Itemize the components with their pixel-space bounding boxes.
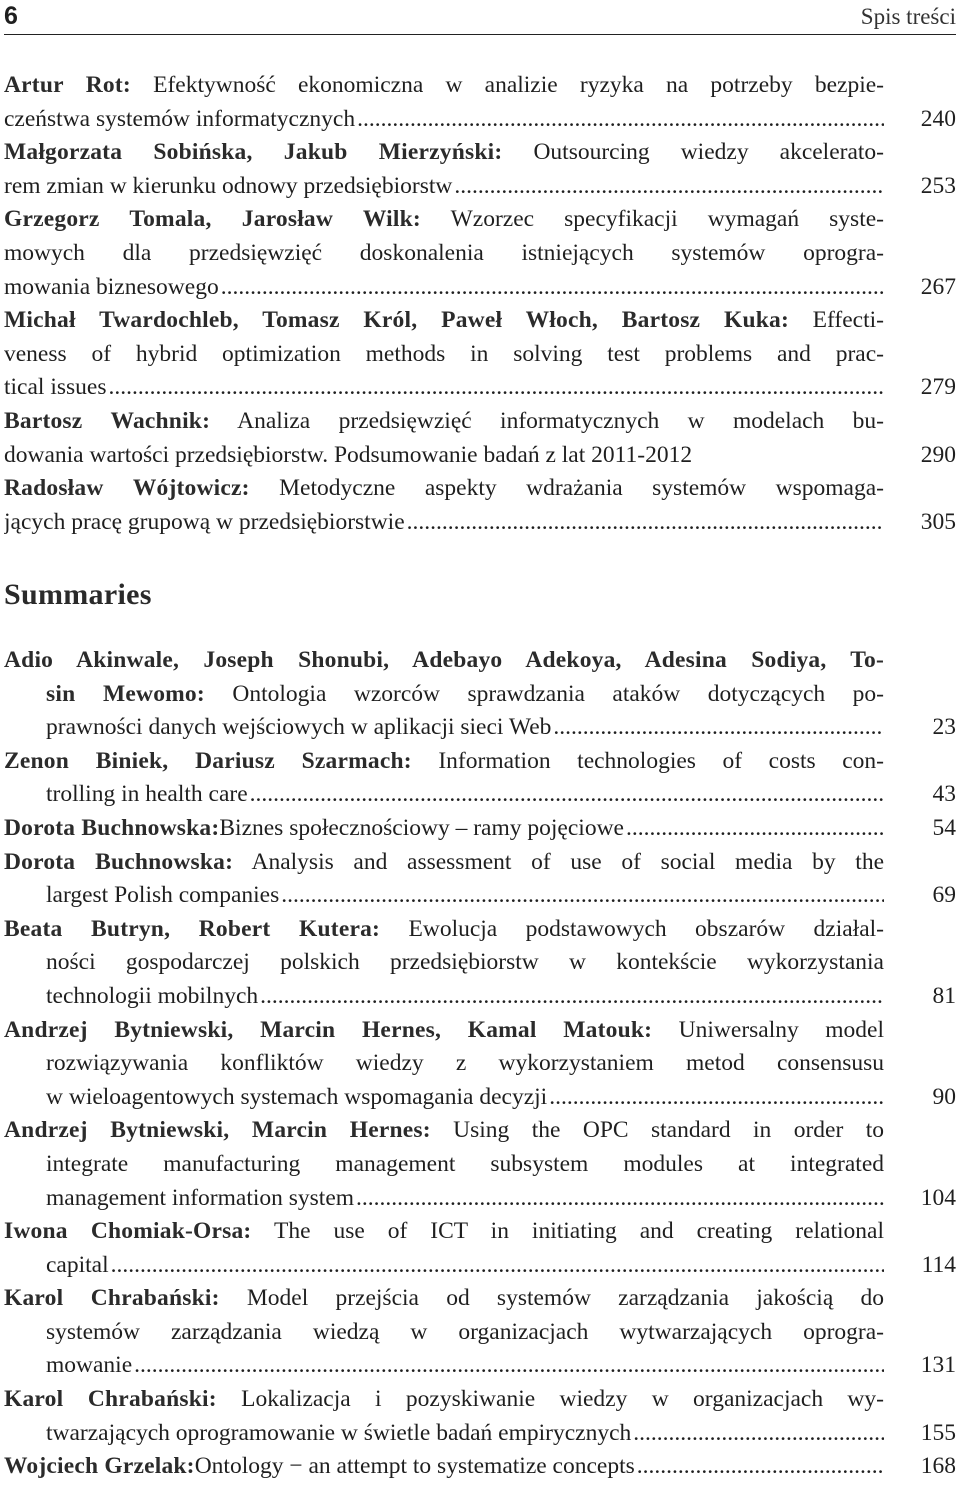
toc-entry-line [4,1114,884,1148]
toc-leader-dots [626,812,884,846]
toc-entry-line [4,405,884,439]
toc-entry-authors: Karol Chrabański: [4,1386,217,1413]
toc-entry-title: w wieloagentowych systemach wspomagania decyzji [46,1083,548,1110]
toc-entry-text [4,644,884,745]
toc-entry-title: technologii mobilnych [46,982,259,1009]
toc-entry-page: 267 [920,273,956,300]
toc-entry-line [4,778,884,812]
toc-entry-title: dowania wartości przedsiębiorstw. Podsumowanie badań z lat 2011-2012 [4,441,693,468]
toc-entry-authors: Iwona Chomiak-Orsa: [4,1218,252,1245]
toc-entry-line [4,1282,884,1316]
toc-entry [4,812,956,846]
toc-entry-page: 168 [920,1453,956,1480]
toc-leader-dots [553,711,884,745]
toc-entry-text [4,405,884,472]
toc-entry-title: Ontologia wzorców sprawdzania ataków dotyczących po- [204,680,884,707]
toc-entry-title: Outsourcing wiedzy akcelerato- [502,139,884,166]
toc-entry-page: 43 [932,781,956,808]
toc-entry-title: Lokalizacja i pozyskiwanie wiedzy w organizacjach wy- [216,1386,884,1413]
running-head: Spis treści [860,4,956,29]
toc-entry [4,1450,956,1484]
toc-entry-page: 81 [932,982,956,1009]
toc-leader-dots [111,1249,884,1283]
toc-entry [4,472,956,539]
toc-entry-line [4,1249,884,1283]
toc-leader-dots [108,371,884,405]
toc-entry-line [4,1182,884,1216]
toc-leader-dots [407,506,884,540]
toc-entry-authors: Michał Twardochleb, Tomasz Król, Paweł Włoch, Bartosz Kuka: [4,307,790,334]
toc-entry-text [4,1114,884,1215]
toc-entry-authors: Beata Butryn, Robert Kutera: [4,915,381,942]
toc-entry-title: mowych dla przedsięwzięć doskonalenia istniejących systemów oprogra- [4,239,884,266]
toc-leader-dots [633,1417,884,1451]
section-title-summaries: Summaries [4,578,152,611]
toc-entry-page: 155 [920,1419,956,1446]
toc-entry-text [4,69,884,136]
toc-entry-line [4,69,884,103]
toc-entry [4,1014,956,1115]
toc-entry-title: Uniwersalny model [652,1016,884,1043]
toc-entry-line [4,472,884,506]
toc-entry-page: 131 [920,1352,956,1379]
toc-entry-page: 104 [920,1184,956,1211]
toc-entry-title: integrate manufacturing management subsystem modules at integrated [46,1150,884,1177]
toc-entry-title: Ontology − an attempt to systematize concepts [194,1453,635,1480]
toc-entry-text [4,913,884,1014]
toc-entry [4,203,956,304]
toc-entry-title: largest Polish companies [46,882,280,909]
toc-entry-page: 305 [920,508,956,535]
toc-entry-page: 290 [920,441,956,468]
toc-entry-text [4,136,884,203]
toc-entry-line [4,1316,884,1350]
toc-entry-line [4,170,884,204]
toc-entry-authors: Wojciech Grzelak: [4,1453,195,1480]
toc-entry-authors: Adio Akinwale, Joseph Shonubi, Adebayo Adekoya, Adesina Sodiya, To- [4,647,884,673]
toc-leader-dots [281,879,884,913]
toc-entry-line [4,1081,884,1115]
toc-entry [4,1282,956,1383]
toc-entry-authors: Małgorzata Sobińska, Jakub Mierzyński: [4,139,503,166]
toc-entry-page: 90 [932,1083,956,1110]
toc-leader-dots [454,170,884,204]
toc-entry-title: Model przejścia od systemów zarządzania jakością do [219,1285,884,1312]
toc-entry [4,1215,956,1282]
toc-entry-line [4,103,884,137]
toc-entry-authors: Andrzej Bytniewski, Marcin Hernes, Kamal Matouk: [4,1016,653,1043]
toc-entry-text [4,812,884,846]
toc-entry-line [4,338,884,372]
toc-entry-title: Metodyczne aspekty wdrażania systemów wspomaga- [249,475,884,502]
toc-entry-page: 240 [920,105,956,132]
toc-entry-line [4,1417,884,1451]
toc-entry-title: jących pracę grupową w przedsiębiorstwie [4,508,405,535]
toc-entry-page: 253 [920,172,956,199]
toc-entry-title: ności gospodarczej polskich przedsiębiorstw w kontekście wykorzystania [46,949,884,976]
toc-entry-line [4,711,884,745]
toc-entry-title: twarzających oprogramowanie w świetle badań empirycznych [46,1419,632,1446]
toc-leader-dots [250,778,884,812]
toc-entry-authors: Bartosz Wachnik: [4,407,211,434]
page-header [4,0,956,35]
toc-entry-title: Information technologies of costs con- [411,747,884,774]
toc-leader-dots [549,1081,884,1115]
toc-entry-line [4,980,884,1014]
toc-entry-text [4,745,884,812]
toc-entry [4,1383,956,1450]
toc-entry-title: The use of ICT in initiating and creating relational [251,1218,884,1245]
toc-entry-authors: Dorota Buchnowska: [4,848,234,875]
toc-entry-authors: Karol Chrabański: [4,1285,220,1312]
toc-entry-title: Efektywność ekonomiczna w analizie ryzyka na potrzeby bezpie- [130,72,884,98]
toc-entry-title: trolling in health care [46,781,248,808]
toc-leader-dots [221,271,884,305]
toc-entry-line [4,1349,884,1383]
toc-entry-text [4,1014,884,1115]
toc-entry-page: 114 [921,1251,956,1278]
toc-entry-title: Effecti- [789,307,884,334]
toc-entry-authors: Artur Rot: [4,72,131,98]
toc-entry [4,1114,956,1215]
toc-entry-page: 279 [920,374,956,401]
toc-entry-text [4,846,884,913]
toc-entry-title: tical issues [4,374,107,401]
toc-entry-page: 23 [932,714,956,741]
toc-entry [4,136,956,203]
toc-leader-dots [260,980,884,1014]
toc-leader-dots [637,1450,884,1484]
toc-entry-text [4,472,884,539]
toc-entry-title: Analysis and assessment of use of social media by the [233,848,884,875]
toc-entry-line [4,271,884,305]
toc-entry-title: Biznes społecznościowy – ramy pojęciowe [219,814,624,841]
toc-entry-line [4,745,884,779]
toc-entry-line [4,439,884,473]
toc-leader-dots [134,1349,884,1383]
toc-entry-line [4,203,884,237]
toc-entry-authors: Grzegorz Tomala, Jarosław Wilk: [4,206,421,233]
toc-leader-dots [357,103,884,137]
page-number: 6 [4,2,18,30]
toc-entry-text [4,1450,884,1484]
toc-entry-text [4,1383,884,1450]
toc-entry-line [4,812,884,846]
toc-entry-authors: Radosław Wójtowicz: [4,475,250,502]
toc-entry-title: mowanie [46,1352,133,1379]
toc-entry-authors: Andrzej Bytniewski, Marcin Hernes: [4,1117,431,1144]
toc-entry-line [4,1450,884,1484]
toc-list-contents [4,69,956,539]
toc-entry-page: 69 [932,882,956,909]
toc-entry-authors: Dorota Buchnowska: [4,814,220,841]
toc-entry-line [4,506,884,540]
toc-entry-page: 54 [932,814,956,841]
toc-entry-title: management information system [46,1184,355,1211]
toc-entry-title: Wzorzec specyfikacji wymagań syste- [420,206,884,233]
toc-entry-line [4,913,884,947]
toc-entry-line [4,304,884,338]
toc-entry-title: capital [46,1251,109,1278]
toc-entry [4,405,956,472]
toc-entry-title: Ewolucja podstawowych obszarów działal- [380,915,884,942]
toc-entry-title: Using the OPC standard in order to [430,1117,884,1144]
toc-entry-line [4,1148,884,1182]
toc-entry-title: systemów zarządzania wiedzą w organizacjach wytwarzających oprogra- [46,1318,884,1345]
toc-entry [4,745,956,812]
toc-entry [4,846,956,913]
toc-leader-dots [356,1182,884,1216]
toc-entry-line [4,879,884,913]
toc-entry-text [4,203,884,304]
toc-entry-line [4,237,884,271]
toc-entry-title: mowania biznesowego [4,273,219,300]
toc-entry-line [4,1014,884,1048]
toc-entry-authors: Zenon Biniek, Dariusz Szarmach: [4,747,412,774]
toc-entry [4,644,956,745]
toc-entry-title: prawności danych wejściowych w aplikacji sieci Web [46,714,552,741]
toc-entry-text [4,1215,884,1282]
toc-entry-line [4,1047,884,1081]
toc-entry [4,69,956,136]
toc-entry-title: rem zmian w kierunku odnowy przedsiębiorstw [4,172,453,199]
toc-entry-title: Analiza przedsięwzięć informatycznych w modelach bu- [210,407,884,434]
toc-entry-text [4,304,884,405]
toc-entry-line [4,644,884,678]
toc-entry-line [4,846,884,880]
toc-entry-line [4,678,884,712]
toc-entry-line [4,1215,884,1249]
toc-entry-authors: sin Mewomo: [46,680,205,707]
toc-entry-title: czeństwa systemów informatycznych [4,105,356,132]
toc-entry-title: veness of hybrid optimization methods in solving test problems and prac- [4,340,884,367]
toc-entry [4,304,956,405]
toc-entry-title: rozwiązywania konfliktów wiedzy z wykorzystaniem metod consensusu [46,1050,884,1077]
toc-list-summaries [4,644,956,1484]
toc-entry-line [4,946,884,980]
toc-entry-text [4,1282,884,1383]
toc-entry [4,913,956,1014]
toc-entry-line [4,136,884,170]
toc-entry-line [4,371,884,405]
toc-entry-line [4,1383,884,1417]
